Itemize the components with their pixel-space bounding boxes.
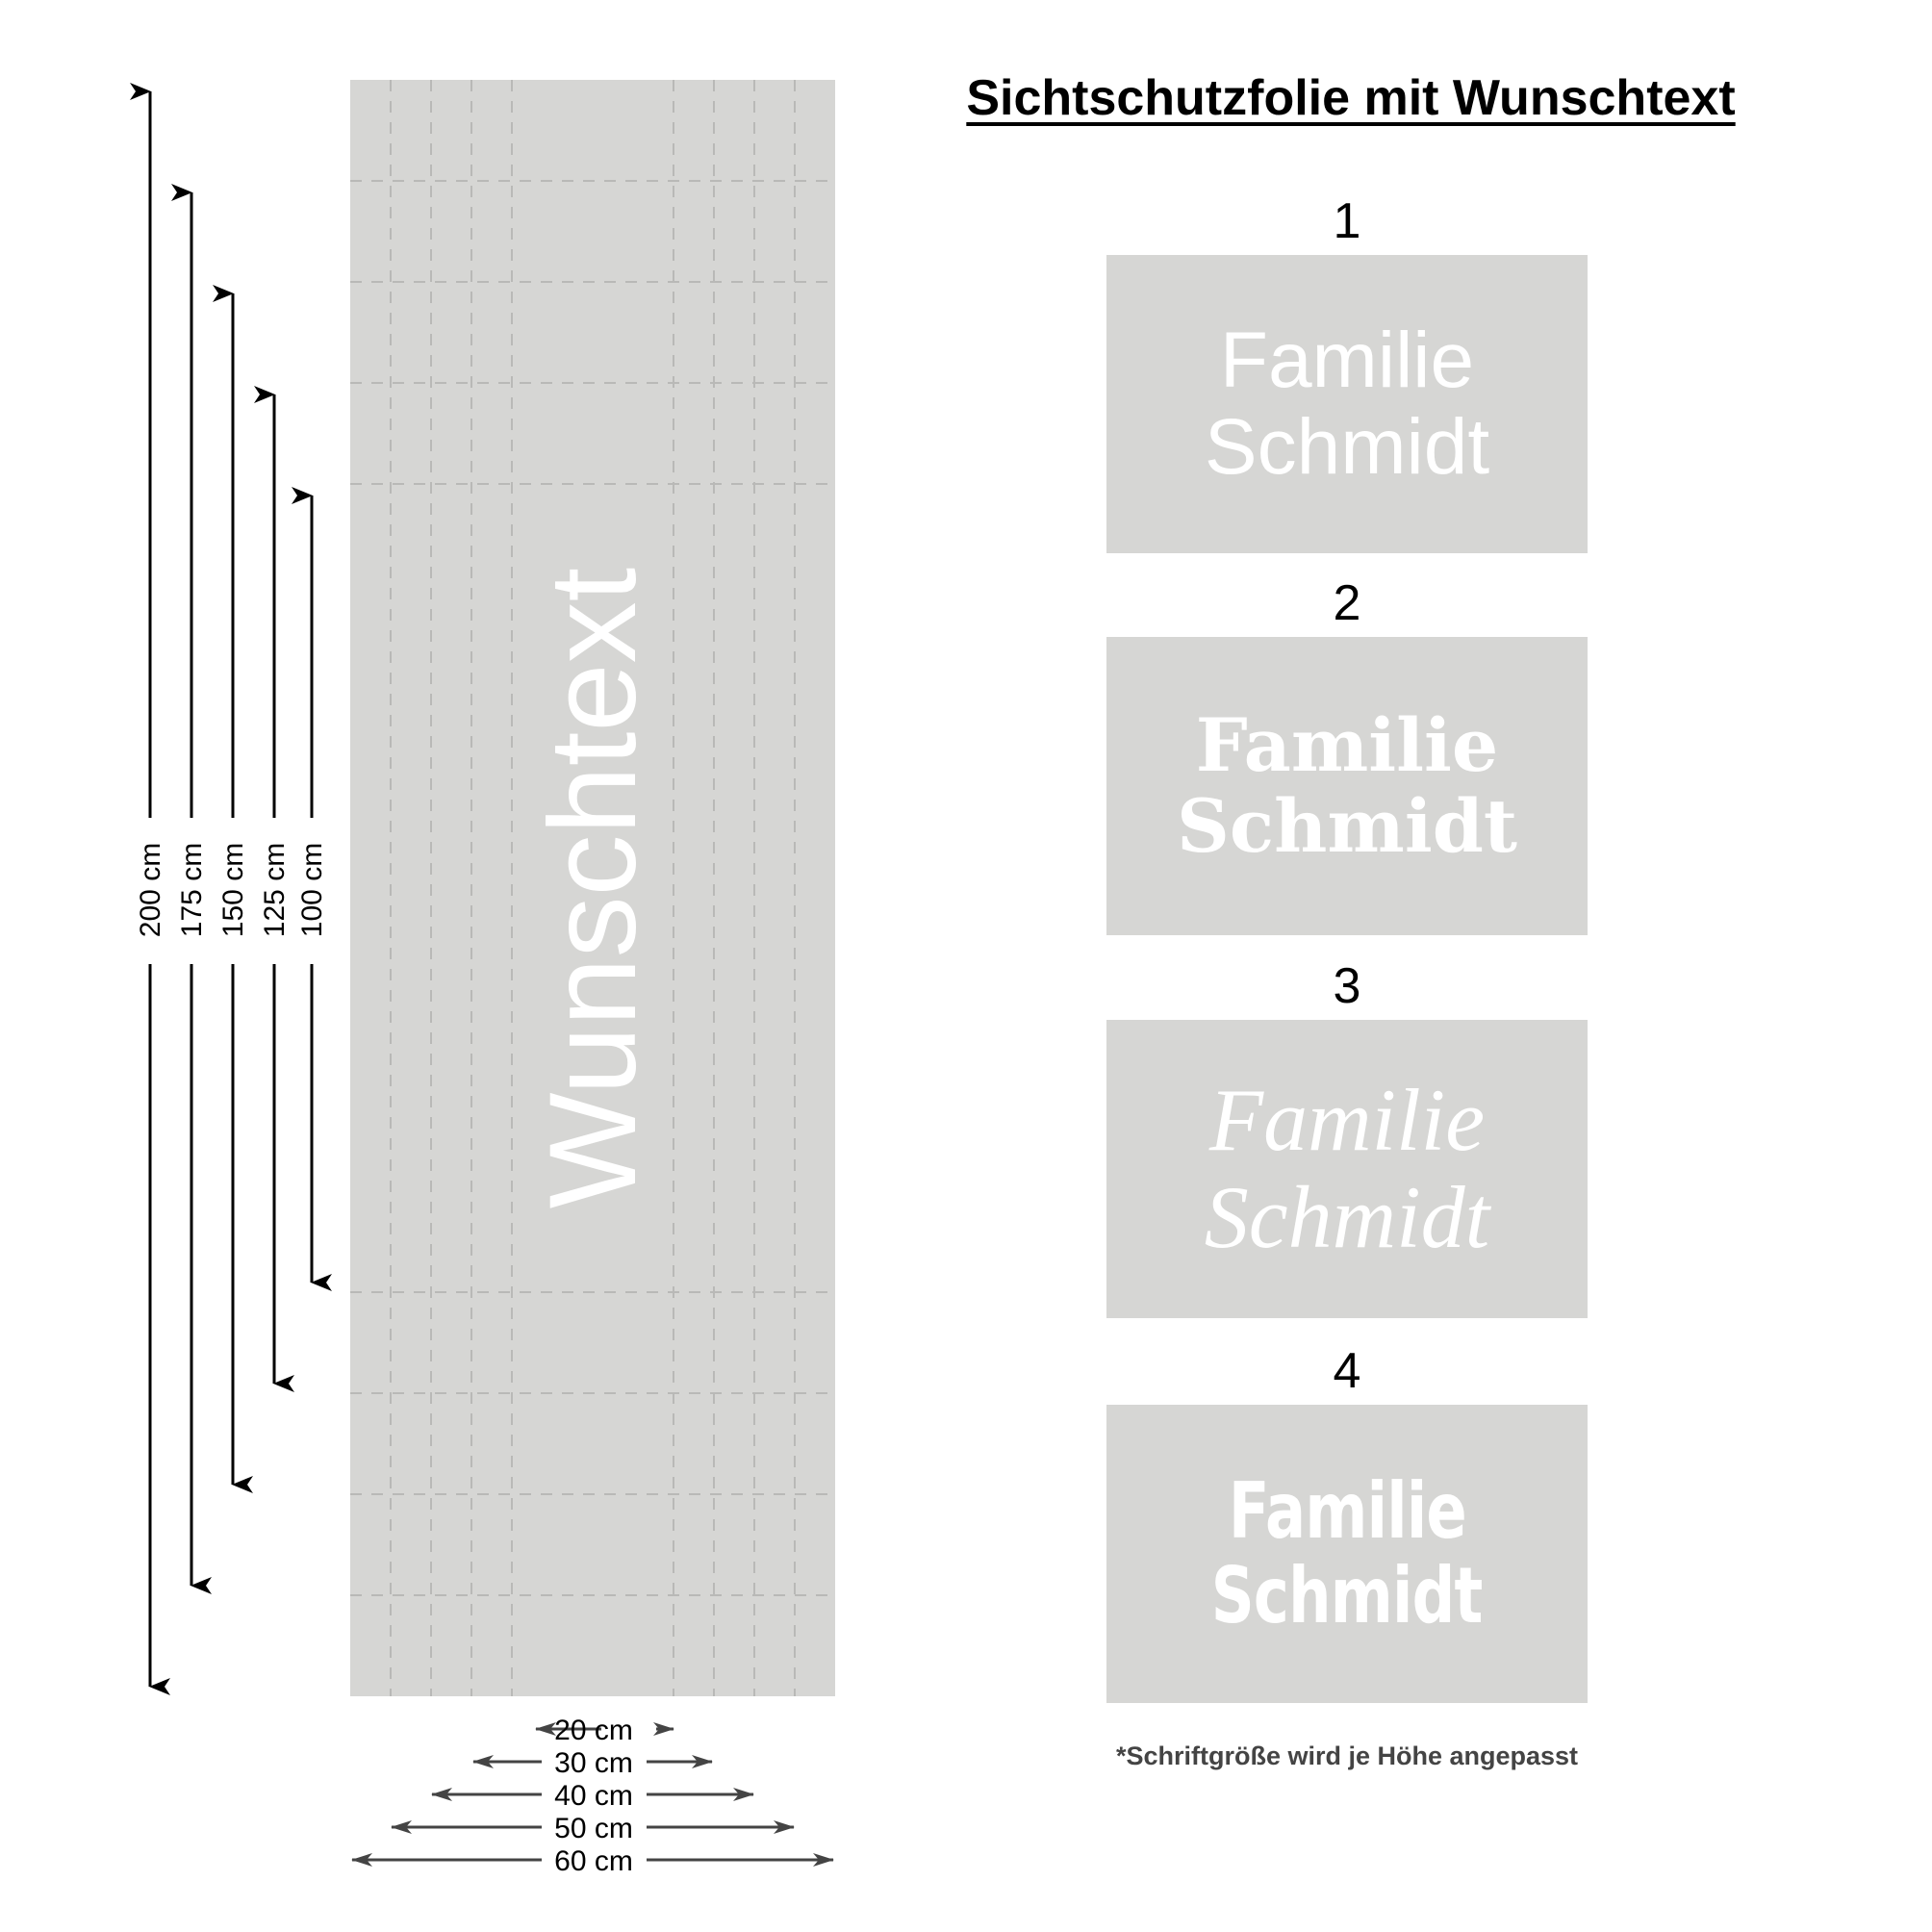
- height-label-150: 150 cm: [217, 842, 249, 938]
- font-size-footnote: *Schriftgröße wird je Höhe angepasst: [1115, 1741, 1579, 1770]
- font-option-3[interactable]: [1106, 1020, 1588, 1318]
- option-4-line-2: Schmidt: [1211, 1551, 1483, 1640]
- height-label-125: 125 cm: [259, 842, 291, 938]
- height-label-175: 175 cm: [176, 842, 208, 938]
- height-label-200: 200 cm: [135, 842, 166, 938]
- option-1-line-1: Familie: [1219, 316, 1475, 404]
- width-label-40: 40 cm: [554, 1780, 633, 1812]
- width-label-30: 30 cm: [554, 1747, 633, 1779]
- width-label-20: 20 cm: [554, 1715, 633, 1746]
- option-number-3: 3: [1333, 958, 1361, 1014]
- option-number-2: 2: [1333, 575, 1361, 631]
- option-2-line-2: Schmidt: [1177, 783, 1517, 869]
- option-4-line-1: Familie: [1228, 1466, 1466, 1556]
- height-label-100: 100 cm: [296, 842, 328, 938]
- width-label-50: 50 cm: [554, 1813, 633, 1844]
- font-option-2[interactable]: [1106, 637, 1588, 935]
- option-number-4: 4: [1333, 1343, 1361, 1399]
- option-3-line-2: Schmidt: [1204, 1168, 1490, 1266]
- option-2-line-1: Familie: [1195, 702, 1499, 789]
- font-option-4[interactable]: [1106, 1405, 1588, 1703]
- panel-text: Wunschtext: [524, 567, 662, 1209]
- font-option-1[interactable]: [1106, 255, 1588, 553]
- width-label-60: 60 cm: [554, 1845, 633, 1877]
- option-1-line-2: Schmidt: [1204, 403, 1490, 491]
- option-3-line-1: Familie: [1208, 1070, 1486, 1169]
- page-title: Sichtschutzfolie mit Wunschtext: [966, 70, 1736, 126]
- option-number-1: 1: [1333, 193, 1361, 249]
